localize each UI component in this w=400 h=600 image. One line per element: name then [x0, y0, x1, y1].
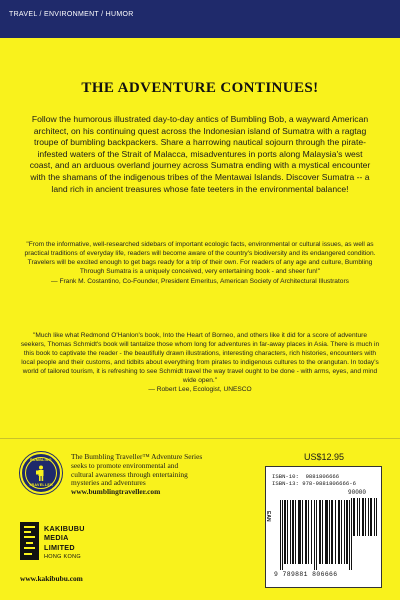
logo-glyph-stroke — [24, 526, 35, 528]
logo-top-text: BUMBLING — [30, 458, 52, 462]
review-quote-2-text: "Much like what Redmond O'Hanlon's book, Into the Heart of Borneo, and others like it did for a score of adventure seekers, Thomas Schmidt's book will tantalize those whom long for adventures in far-away places in Asia. There is much in this book to captivate the reader - the beautifully drawn illustrations, interesting characters, rich histories, encounters with local people and their customs, and tidbits about everything from pirates to indigenous cultures to the orangutan. In today's world of tailored tourism, it is refreshing to see Schmidt travel the way travel ought to be done - with arms, eyes, and mind wide open." — [20, 332, 380, 384]
isbn13-label: ISBN-13: — [272, 480, 299, 488]
logo-glyph-stroke — [24, 553, 32, 555]
blurb-paragraph: Follow the humorous illustrated day-to-day antics of Bumbling Bob, a wayward American architect, on his continuing quest across the Indonesian island of Sumatra with a ragtag troupe of bumbling backpackers. Share a harrowing nautical sojourn through the pirate-infested waters of the Strait of Malacca, misadventures in ports along Malaysia's west coast, and an arduous overland journey across Sumatra ending with a mystical encounter with the shamans of the indigenous tribes of the Mentawai Islands. Discover Sumatra -- a land rich in ancient treasures whose fate teeters in the environmental balance! — [29, 114, 371, 194]
series-line-1: The Bumbling Traveller™ Adventure Series — [71, 452, 203, 461]
barcode-number: 9 789881 806666 — [274, 571, 338, 578]
kakibubu-logo — [20, 522, 39, 560]
publisher-line-1: KAKIBUBU — [44, 524, 85, 533]
price-code: 90000 — [348, 489, 367, 496]
headline: THE ADVENTURE CONTINUES! — [81, 80, 319, 96]
logo-bottom-text: TRAVELLER — [29, 483, 53, 487]
series-url-link[interactable]: www.bumblingtraveller.com — [71, 487, 161, 497]
review-quote-1 — [20, 241, 380, 287]
isbn10-value: 9881806666 — [305, 473, 340, 480]
isbn10-label: ISBN-10: — [272, 473, 299, 480]
logo-glyph-stroke — [26, 542, 33, 544]
bumbling-traveller-logo — [20, 452, 62, 494]
divider — [0, 438, 400, 439]
review-quote-2-attribution: — Robert Lee, Ecologist, UNESCO — [148, 386, 252, 394]
series-description — [71, 453, 236, 497]
logo-glyph-stroke — [24, 536, 35, 538]
ean-label: EAN — [265, 511, 271, 522]
add-on-barcode — [351, 498, 377, 536]
logo-glyph-stroke — [24, 547, 35, 549]
price-label: US$12.95 — [304, 452, 345, 462]
publisher-url-link[interactable]: www.kakibubu.com — [20, 574, 83, 583]
publisher-line-2: MEDIA — [44, 533, 69, 543]
publisher-name — [44, 524, 85, 552]
review-quote-1-text: "From the informative, well-researched sidebars of important ecologic facts, environmental or cultural issues, as well as practical traditions of everyday life, readers will become aware of the country's biodiversity and its endangered condition. Travelers will be excited enough to get bags ready for a trip of their own. For readers of any age and culture, Bumbling Through Sumatra is a uniquely conceived, very entertaining book - and sheer fun!" — [24, 241, 376, 275]
publisher-place: HONG KONG — [44, 554, 81, 560]
backpacker-icon — [35, 465, 47, 481]
publisher-line-3: LIMITED — [44, 542, 75, 552]
series-line-3: cultural awareness through entertaining — [71, 469, 188, 479]
category-bar — [0, 0, 400, 38]
barcode-panel — [265, 466, 382, 588]
isbn13-value: 978-9881806666-6 — [302, 480, 356, 488]
ean-barcode — [280, 500, 352, 570]
category-label: TRAVEL / ENVIRONMENT / HUMOR — [9, 11, 134, 18]
isbn-block — [272, 473, 356, 488]
review-quote-1-attribution: — Frank M. Costantino, Co-Founder, President Emeritus, American Society of Architectural Illustrators — [51, 277, 349, 285]
series-line-4: mysteries and adventures — [71, 478, 146, 488]
review-quote-2 — [20, 332, 380, 395]
logo-glyph-stroke — [24, 531, 31, 533]
series-line-2: seeks to promote environmental and — [71, 460, 179, 470]
